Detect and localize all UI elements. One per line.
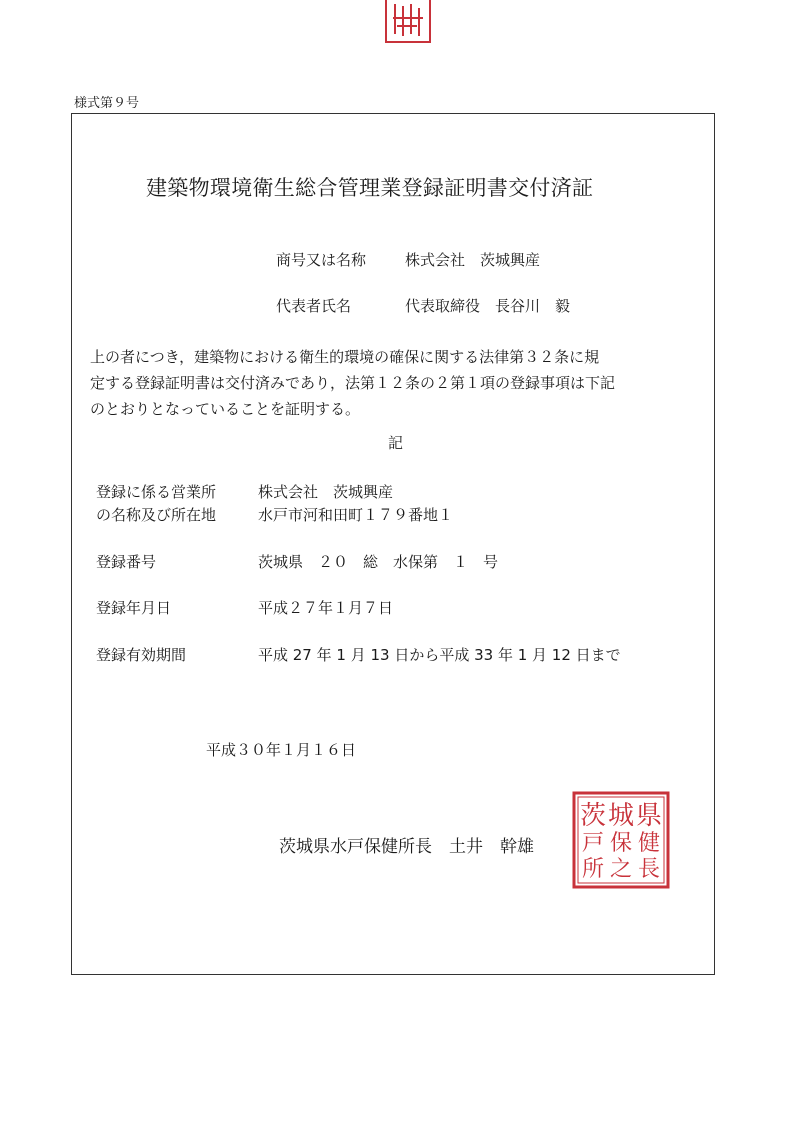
registration-number-value: 茨城県 ２０ 総 水保第 １ 号 [258,553,499,571]
office-label-line2: の名称及び所在地 [96,506,217,524]
trade-name-label: 商号又は名称 [276,251,367,269]
form-number: 様式第９号 [74,96,140,111]
issuer-name: 茨城県水戸保健所長 土井 幹雄 [279,837,534,857]
seal-char: 県 [635,801,663,831]
office-address: 水戸市河和田町１７９番地１ [258,506,454,524]
seal-char: 茨 [579,801,607,831]
seal-char: 城 [607,801,635,831]
registration-date-label: 登録年月日 [96,599,172,617]
validity-label: 登録有効期間 [96,646,187,664]
certification-line: 上の者につき，建築物における衛生的環境の確保に関する法律第３２条に規 [90,348,600,366]
seal-char: 長 [637,857,661,882]
certification-line: のとおりとなっていることを証明する。 [90,400,361,418]
official-seal-stamp-icon [571,790,671,890]
issue-date: 平成３０年１月１６日 [206,741,357,759]
office-name: 株式会社 茨城興産 [258,483,394,501]
seal-char: 所 [581,857,605,882]
certification-line: 定する登録証明書は交付済みであり，法第１２条の２第１項の登録事項は下記 [90,374,616,392]
certificate-title: 建築物環境衛生総合管理業登録証明書交付済証 [146,176,594,200]
trade-name-value: 株式会社 茨城興産 [405,251,541,269]
representative-label: 代表者氏名 [276,297,352,315]
representative-value: 代表取締役 長谷川 毅 [405,297,571,315]
office-label-line1: 登録に係る営業所 [96,483,217,501]
registration-number-label: 登録番号 [96,553,157,571]
seal-char: 健 [637,831,661,856]
seal-char: 之 [609,857,633,882]
seal-char: 保 [609,831,633,856]
certification-text [90,344,700,422]
top-seal-stamp-icon [383,0,433,46]
ki-heading: 記 [388,434,404,452]
registration-date-value: 平成２７年１月７日 [258,599,394,617]
validity-value: 平成 27 年 1 月 13 日から平成 33 年 1 月 12 日まで [258,646,621,664]
seal-char: 戸 [581,831,605,856]
